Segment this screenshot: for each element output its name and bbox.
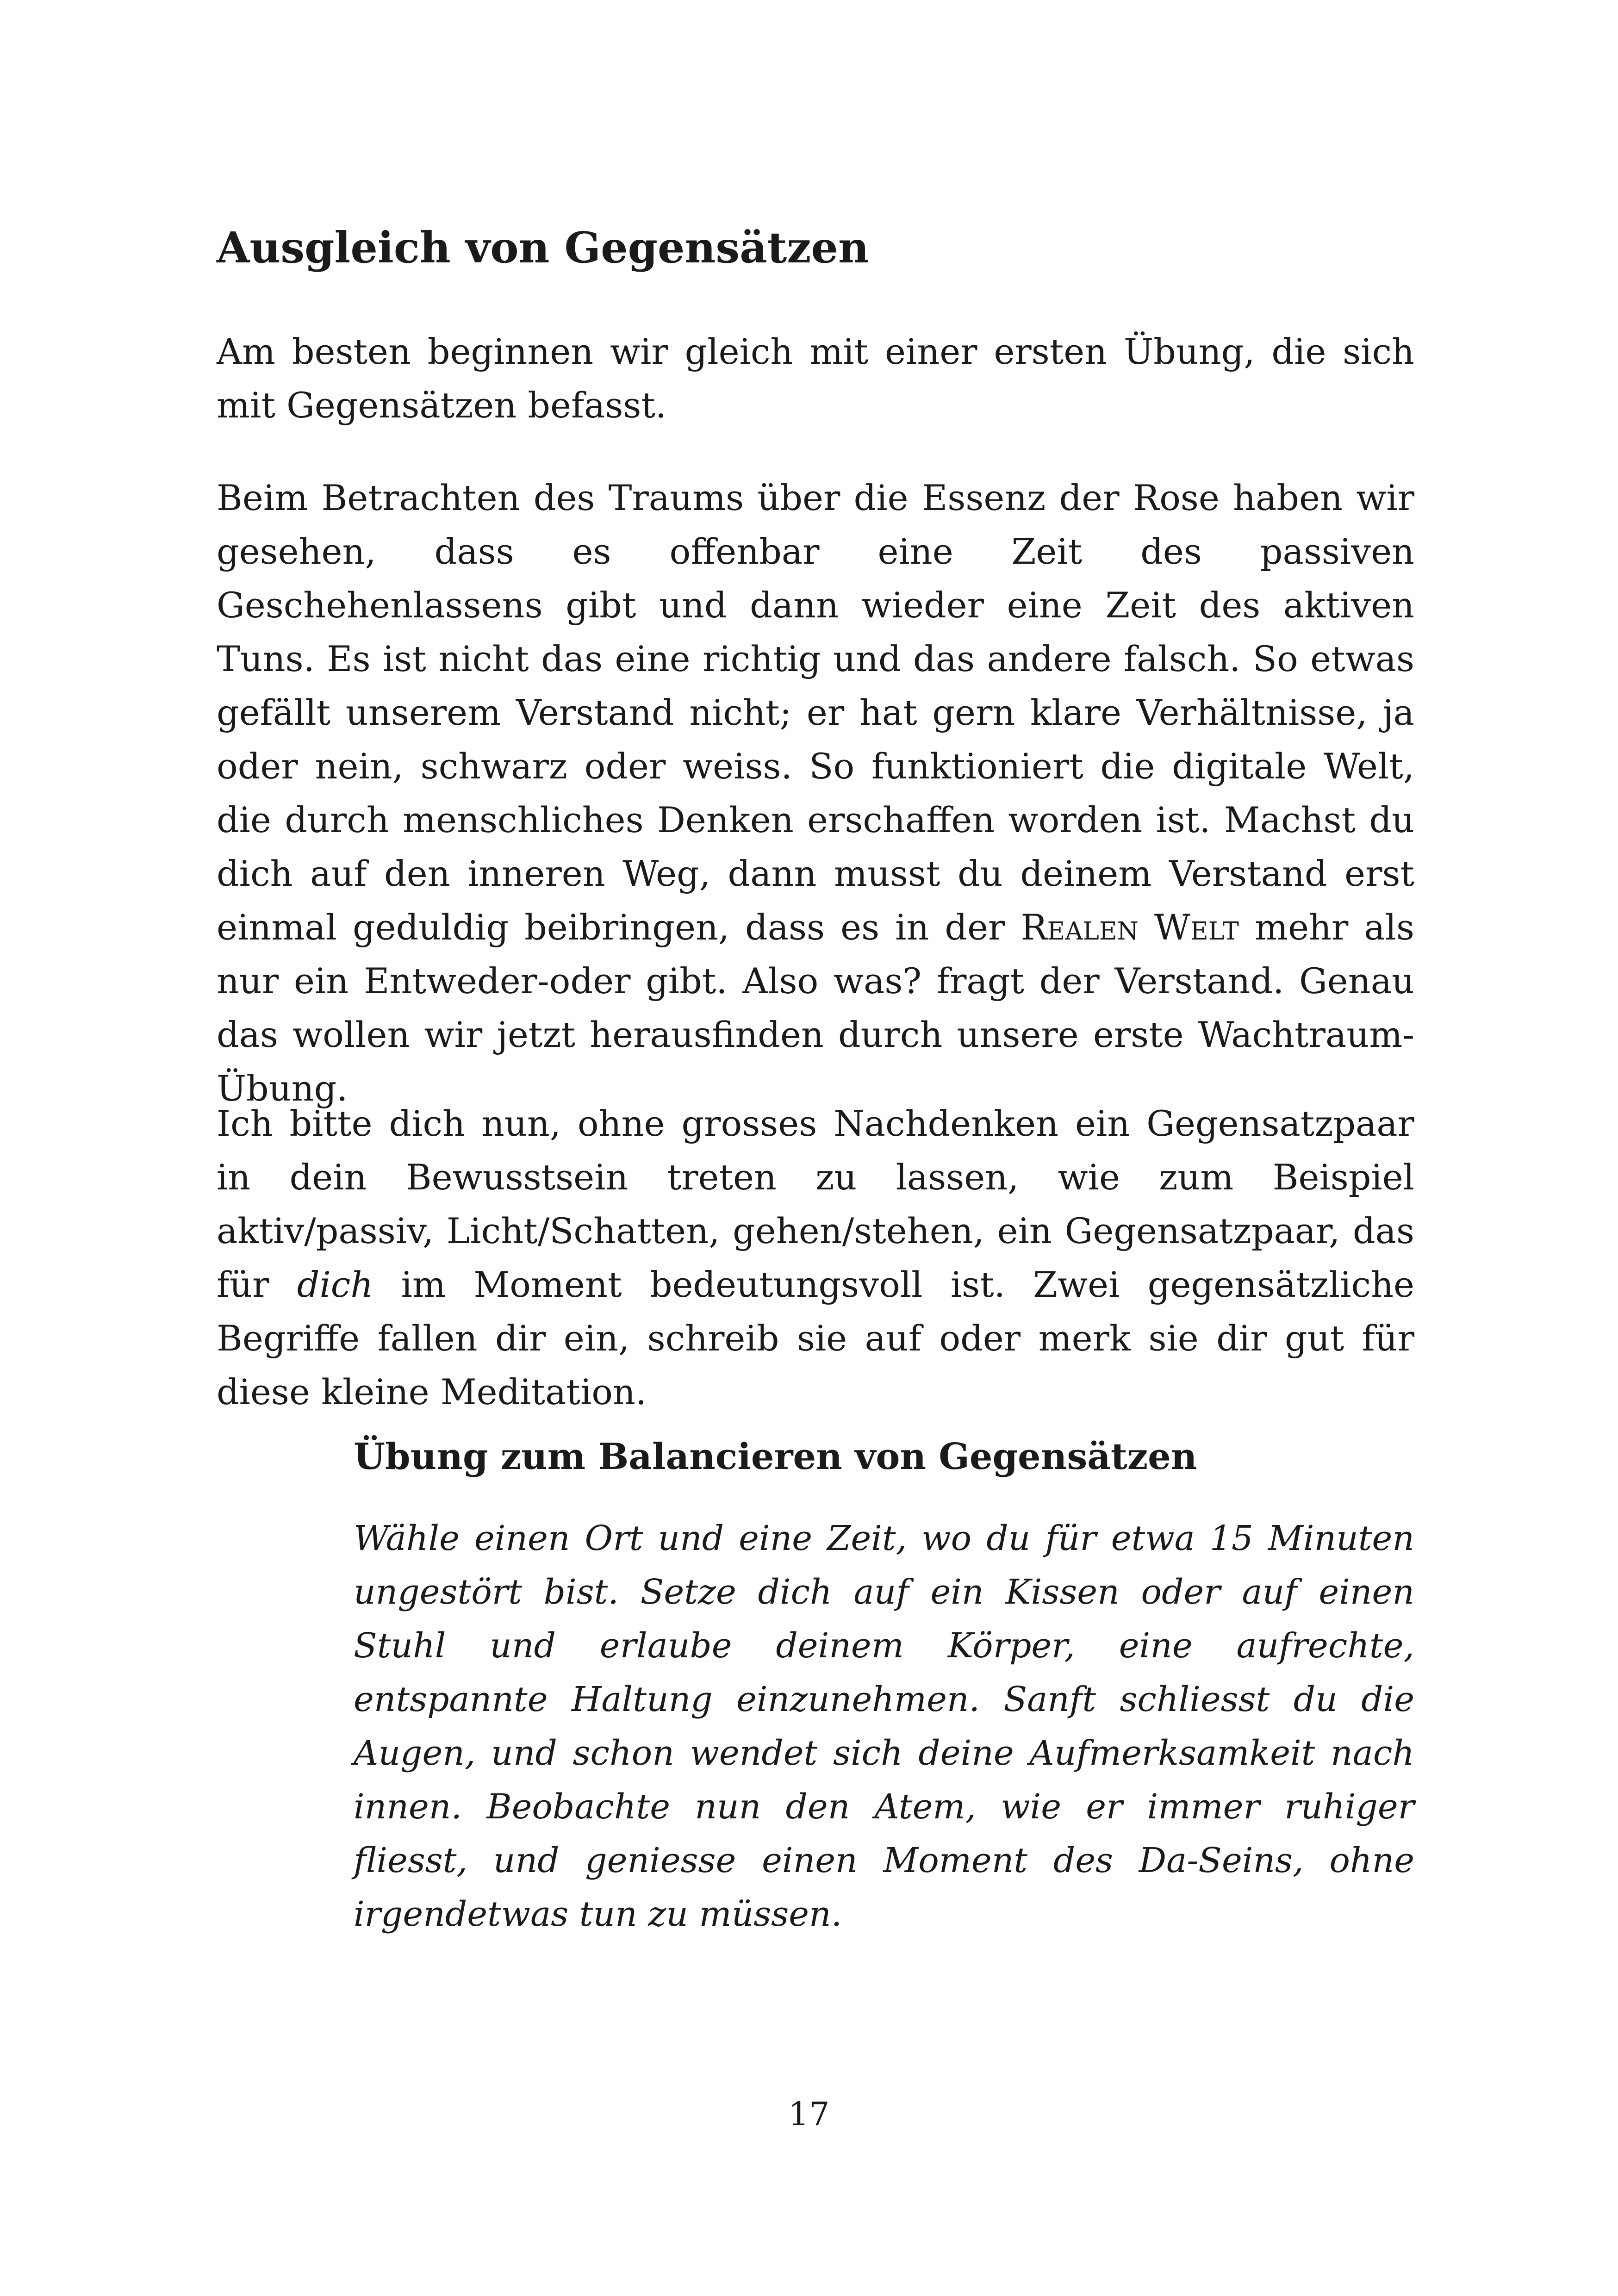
page-number: 17 (788, 2095, 830, 2133)
small-caps-term: Realen Welt (1021, 907, 1239, 948)
exercise-title: Übung zum Balancieren von Gegensätzen (354, 1436, 1197, 1478)
paragraph-text: Ich bitte dich nun, ohne grosses Nachdenken ein Gegensatzpaar in dein Bewusstsein treten zu lassen, wie zum Beispiel aktiv/passiv, Licht/Schatten, gehen/stehen, ein Gegensatzpaar, das für (217, 1103, 1414, 1305)
emphasized-word: dich (297, 1264, 373, 1305)
paragraph-text: Beim Betrachten des Traums über die Essenz der Rose haben wir gesehen, dass es offenbar eine Zeit des passiven Geschehenlassens gibt und dann wieder eine Zeit des aktiven Tuns. Es ist nicht das eine richtig und das andere falsch. So etwas gefällt unserem Verstand nicht; er hat gern klare Verhältnisse, ja oder nein, schwarz oder weiss. So funktioniert die digitale Welt, die durch menschliches Denken erschaffen worden ist. Machst du dich auf den inneren Weg, dann musst du deinem Verstand erst einmal geduldig beibringen, dass es in der (217, 477, 1414, 948)
exercise-instructions: Wähle einen Ort und eine Zeit, wo du für etwa 15 Minuten ungestört bist. Setze dich auf ein Kissen oder auf einen Stuhl und erlaube deinem Körper, eine aufrechte, entspannte Haltung einzunehmen. Sanft schliesst du die Augen, und schon wendet sich deine Aufmerksamkeit nach innen. Beobachte nun den Atem, wie er immer ruhiger fliesst, und geniesse einen Moment des Da-Seins, ohne irgendetwas tun zu müssen. (354, 1518, 1414, 1934)
paragraph-text: im Moment bedeutungsvoll ist. Zwei gegensätzliche Begriffe fallen dir ein, schreib sie auf oder merk sie dir gut für diese kleine Meditation. (217, 1264, 1414, 1412)
paragraph-intro (217, 325, 1414, 432)
paragraph-opposite-pair (217, 1097, 1414, 1419)
paragraph-text: mehr als nur ein Entweder-oder gibt. Also was? fragt der Verstand. Genau das wollen wir jetzt herausfinden durch unsere erste Wachtraum-Übung. (217, 907, 1414, 1109)
chapter-heading: Ausgleich von Gegensätzen (217, 223, 869, 273)
paragraph-dream-reflection (217, 471, 1414, 1115)
paragraph-text: Am besten beginnen wir gleich mit einer ersten Übung, die sich mit Gegensätzen befasst. (217, 331, 1414, 426)
